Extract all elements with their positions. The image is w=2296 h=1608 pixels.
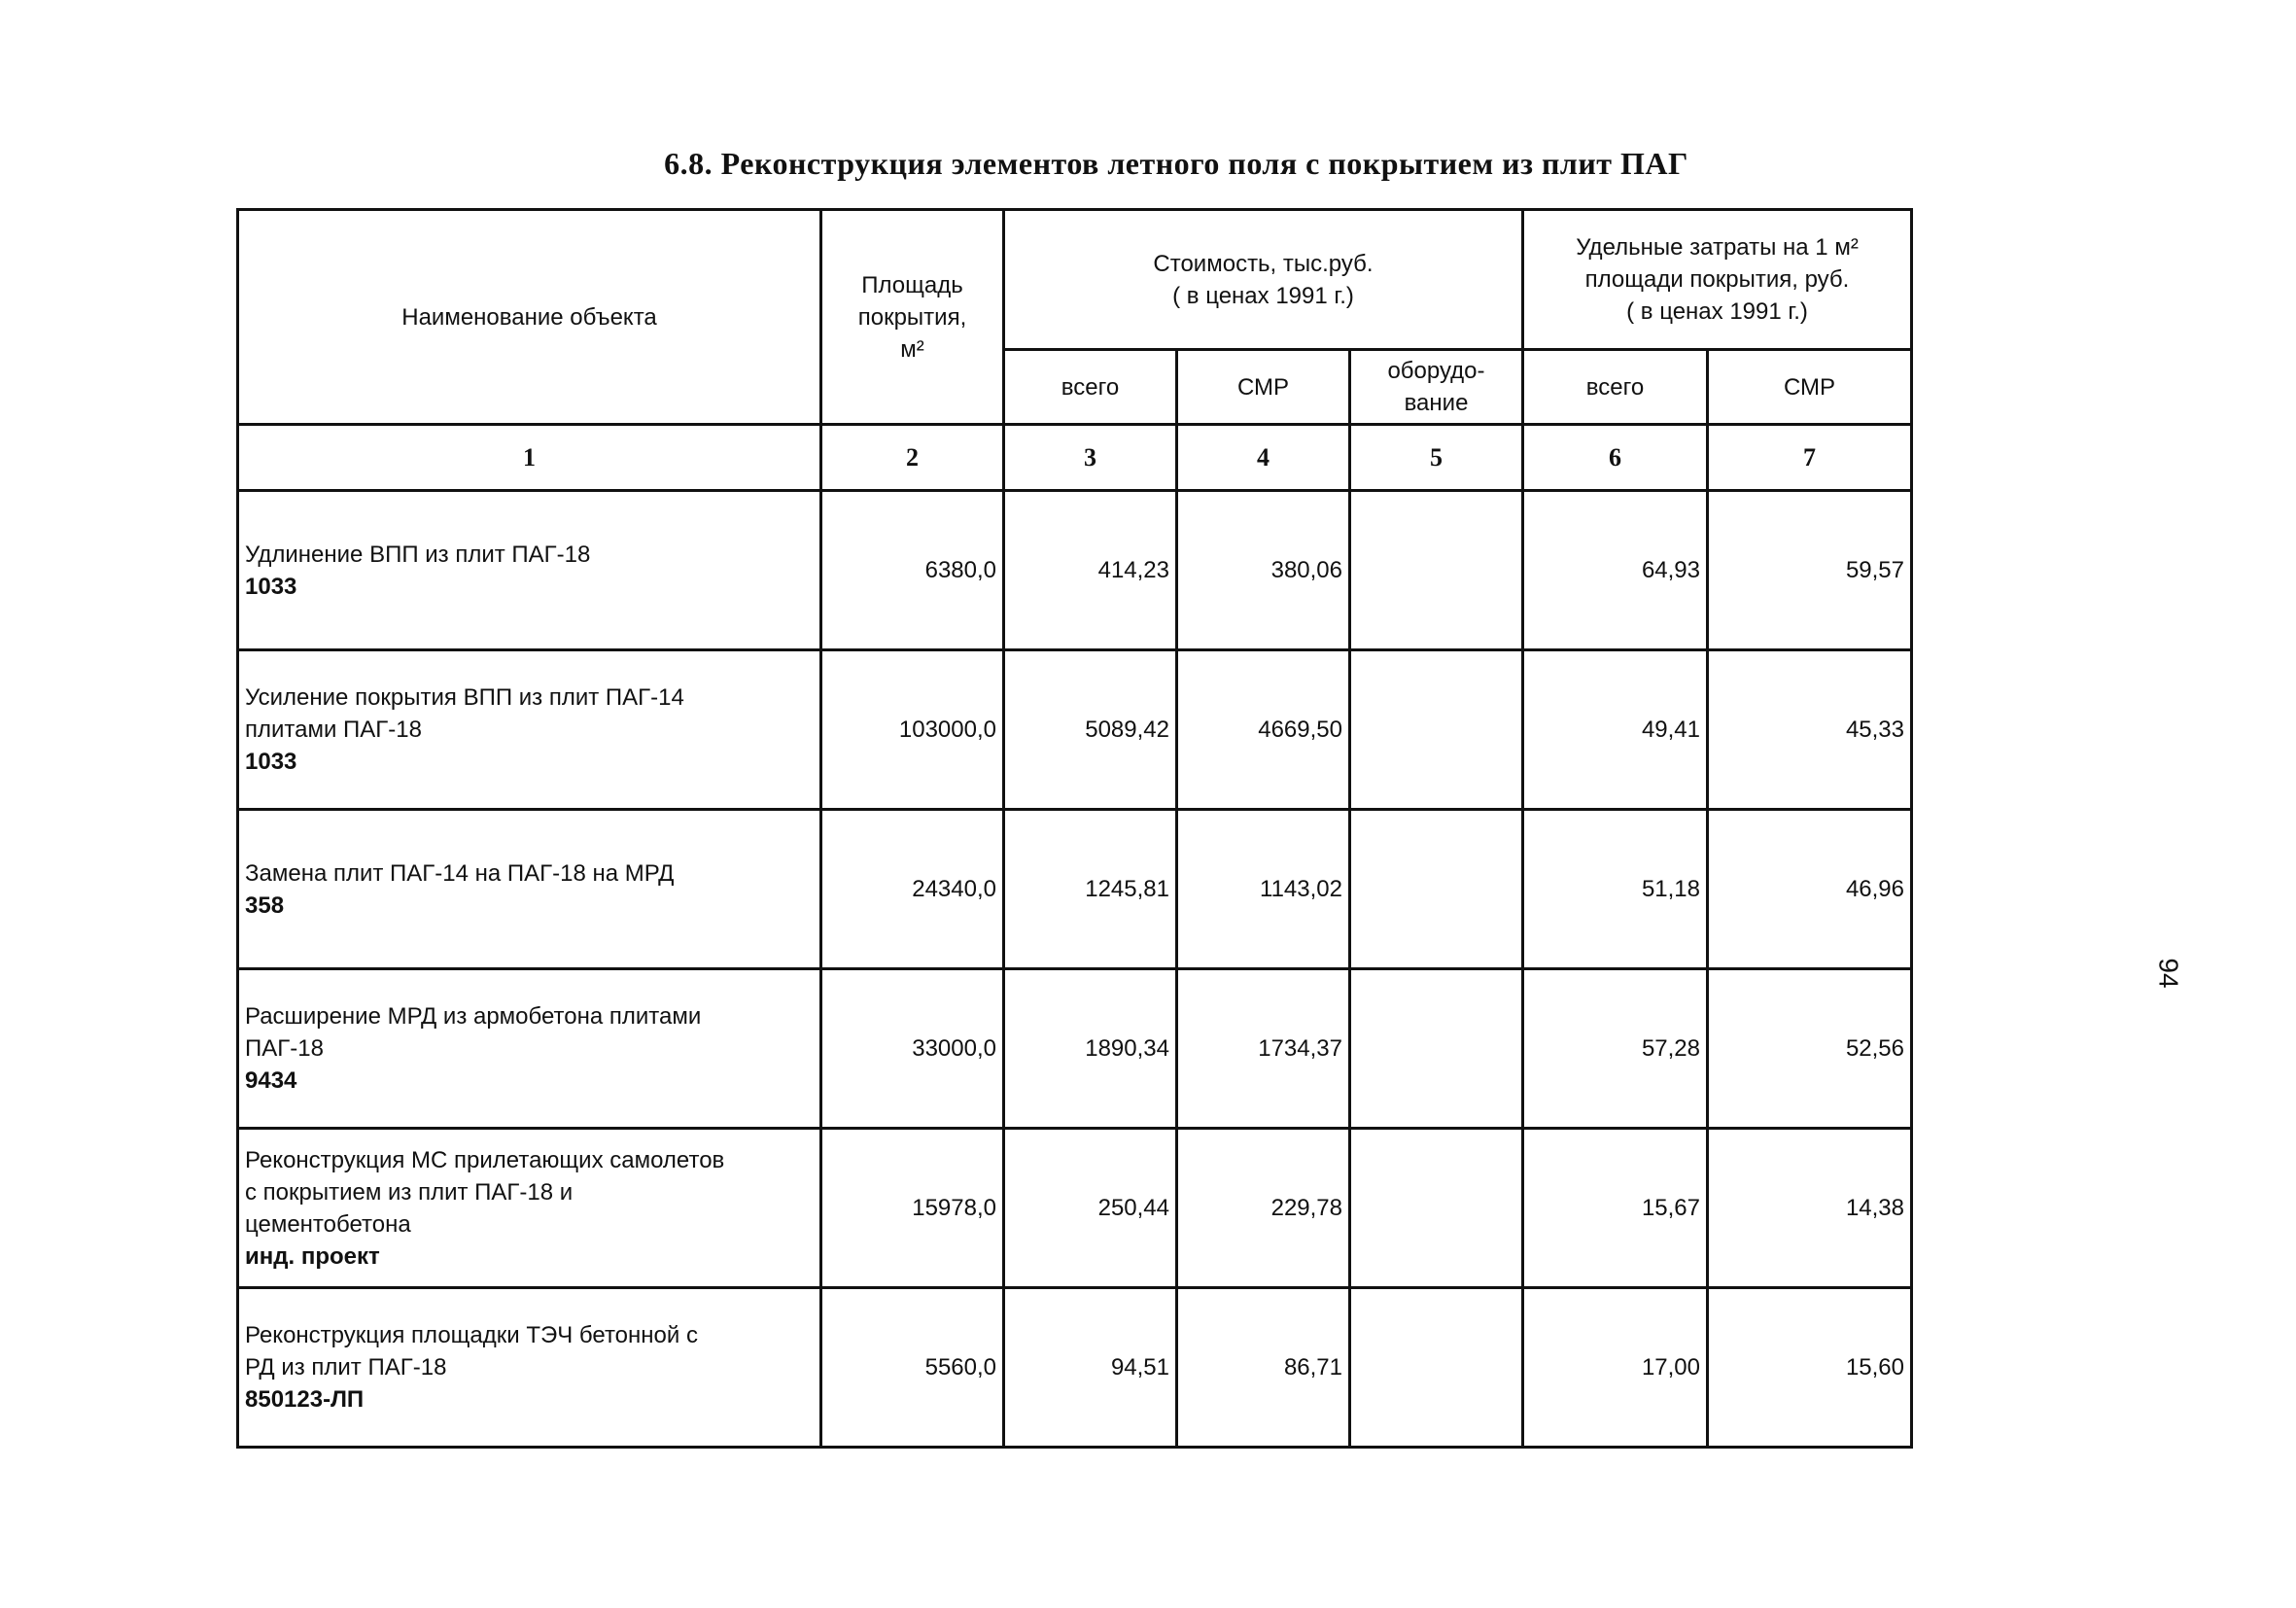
cost-total-value: 250,44 [1004, 1129, 1177, 1288]
spec-smr-value: 15,60 [1708, 1288, 1912, 1448]
header-cost-smr: СМР [1177, 350, 1350, 425]
column-number: 2 [821, 425, 1004, 491]
area-value: 33000,0 [821, 969, 1004, 1129]
table-row [238, 1288, 1912, 1448]
area-value: 15978,0 [821, 1129, 1004, 1288]
cost-smr-value: 229,78 [1177, 1129, 1350, 1288]
header-name: Наименование объекта [238, 210, 821, 425]
cost-smr-value: 1734,37 [1177, 969, 1350, 1129]
cost-total-value: 94,51 [1004, 1288, 1177, 1448]
cost-total-value: 1890,34 [1004, 969, 1177, 1129]
header-area: Площадь покрытия, м² [821, 210, 1004, 425]
header-cost: Стоимость, тыс.руб. ( в ценах 1991 г.) [1004, 210, 1523, 350]
spec-total-value: 49,41 [1523, 650, 1708, 810]
spec-smr-value: 46,96 [1708, 810, 1912, 969]
spec-smr-value: 59,57 [1708, 491, 1912, 650]
cost-equipment-value [1350, 650, 1523, 810]
cost-smr-value: 380,06 [1177, 491, 1350, 650]
object-name: Усиление покрытия ВПП из плит ПАГ-14 плитами ПАГ-18 1033 [238, 650, 821, 810]
header-spec-smr: СМР [1708, 350, 1912, 425]
table-row [238, 491, 1912, 650]
spec-total-value: 15,67 [1523, 1129, 1708, 1288]
spec-total-value: 64,93 [1523, 491, 1708, 650]
area-value: 24340,0 [821, 810, 1004, 969]
area-value: 6380,0 [821, 491, 1004, 650]
object-name: Удлинение ВПП из плит ПАГ-18 1033 [238, 491, 821, 650]
cost-equipment-value [1350, 1129, 1523, 1288]
cost-smr-value: 4669,50 [1177, 650, 1350, 810]
table-row [238, 810, 1912, 969]
cost-total-value: 1245,81 [1004, 810, 1177, 969]
area-value: 5560,0 [821, 1288, 1004, 1448]
table-row [238, 1129, 1912, 1288]
header-specific-cost: Удельные затраты на 1 м² площади покрытия, руб. ( в ценах 1991 г.) [1523, 210, 1912, 350]
cost-equipment-value [1350, 969, 1523, 1129]
column-number: 5 [1350, 425, 1523, 491]
object-name: Реконструкция МС прилетающих самолетов с покрытием из плит ПАГ-18 и цементобетона инд. проект [238, 1129, 821, 1288]
column-number: 7 [1708, 425, 1912, 491]
spec-total-value: 51,18 [1523, 810, 1708, 969]
header-spec-total: всего [1523, 350, 1708, 425]
spec-smr-value: 52,56 [1708, 969, 1912, 1129]
spec-total-value: 17,00 [1523, 1288, 1708, 1448]
page-title: 6.8. Реконструкция элементов летного поля с покрытием из плит ПАГ [664, 146, 1688, 181]
column-number: 6 [1523, 425, 1708, 491]
cost-total-value: 5089,42 [1004, 650, 1177, 810]
area-value: 103000,0 [821, 650, 1004, 810]
cost-smr-value: 1143,02 [1177, 810, 1350, 969]
table-row [238, 969, 1912, 1129]
object-name: Расширение МРД из армобетона плитами ПАГ-18 9434 [238, 969, 821, 1129]
object-name: Реконструкция площадки ТЭЧ бетонной с РД из плит ПАГ-18 850123-ЛП [238, 1288, 821, 1448]
column-number: 3 [1004, 425, 1177, 491]
cost-smr-value: 86,71 [1177, 1288, 1350, 1448]
page-number: 94 [2153, 958, 2184, 989]
cost-equipment-value [1350, 1288, 1523, 1448]
spec-total-value: 57,28 [1523, 969, 1708, 1129]
column-number: 4 [1177, 425, 1350, 491]
object-name: Замена плит ПАГ-14 на ПАГ-18 на МРД 358 [238, 810, 821, 969]
header-cost-total: всего [1004, 350, 1177, 425]
spec-smr-value: 45,33 [1708, 650, 1912, 810]
table-row [238, 650, 1912, 810]
cost-equipment-value [1350, 810, 1523, 969]
header-cost-equipment: оборудо- вание [1350, 350, 1523, 425]
cost-table [236, 208, 1913, 1449]
cost-equipment-value [1350, 491, 1523, 650]
column-number: 1 [238, 425, 821, 491]
cost-total-value: 414,23 [1004, 491, 1177, 650]
spec-smr-value: 14,38 [1708, 1129, 1912, 1288]
column-numbers-row [238, 425, 1912, 491]
